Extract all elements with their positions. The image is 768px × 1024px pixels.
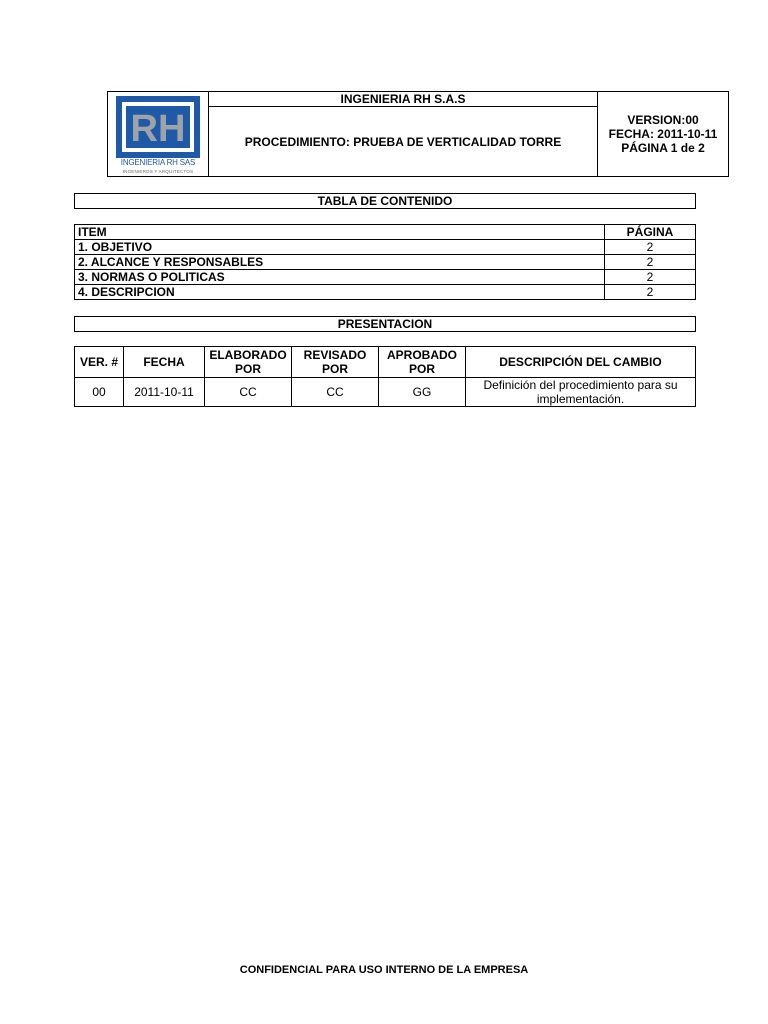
cell-ver: 00: [75, 378, 124, 407]
rh-logo-icon: [116, 96, 200, 158]
toc-item: 3. NORMAS O POLITICAS: [75, 270, 605, 285]
confidential-footer: CONFIDENCIAL PARA USO INTERNO DE LA EMPRESA: [239, 964, 529, 976]
table-row: [75, 378, 696, 407]
cell-revisado: CC: [292, 378, 379, 407]
logo-subtitle: INGENIEROS Y ARQUITECTOS: [122, 169, 194, 174]
toc-table: [74, 224, 696, 300]
presentation-table: [74, 346, 696, 407]
toc-page: 2: [605, 240, 696, 255]
version-label: VERSION:00: [627, 113, 699, 127]
cell-elaborado: CC: [205, 378, 292, 407]
toc-col-item: ITEM: [75, 225, 605, 240]
cell-fecha: 2011-10-11: [124, 378, 205, 407]
toc-item: 4. DESCRIPCION: [75, 285, 605, 300]
col-fecha: FECHA: [124, 347, 205, 378]
toc-col-page: PÁGINA: [605, 225, 696, 240]
company-logo: [110, 94, 206, 174]
toc-title: TABLA DE CONTENIDO: [74, 193, 696, 209]
col-elaborado: ELABORADO POR: [205, 347, 292, 378]
toc-item: 2. ALCANCE Y RESPONSABLES: [75, 255, 605, 270]
cell-descripcion: Definición del procedimiento para su implementación.: [466, 378, 696, 407]
logo-lettering: RH: [130, 108, 186, 150]
table-row: [75, 270, 696, 285]
cell-aprobado: GG: [379, 378, 466, 407]
col-descripcion: DESCRIPCIÓN DEL CAMBIO: [466, 347, 696, 378]
presentation-header-row: [75, 347, 696, 378]
table-row: [75, 240, 696, 255]
table-row: [75, 255, 696, 270]
toc-page: 2: [605, 285, 696, 300]
table-row: [75, 285, 696, 300]
col-ver: VER. #: [75, 347, 124, 378]
page-label: PÁGINA 1 de 2: [621, 141, 705, 155]
date-label: FECHA: 2011-10-11: [608, 127, 718, 141]
col-revisado: REVISADO POR: [292, 347, 379, 378]
procedure-title: PROCEDIMIENTO: PRUEBA DE VERTICALIDAD TORRE: [209, 107, 598, 177]
toc-item: 1. OBJETIVO: [75, 240, 605, 255]
logo-cell: [108, 92, 209, 177]
toc-page: 2: [605, 270, 696, 285]
logo-company-name: INGENIERIA RH SAS: [120, 158, 196, 167]
toc-header-row: [75, 225, 696, 240]
toc-page: 2: [605, 255, 696, 270]
company-name: INGENIERIA RH S.A.S: [209, 92, 598, 107]
document-header: [107, 91, 729, 177]
col-aprobado: APROBADO POR: [379, 347, 466, 378]
document-meta: [598, 92, 729, 177]
presentation-title: PRESENTACION: [74, 316, 696, 332]
